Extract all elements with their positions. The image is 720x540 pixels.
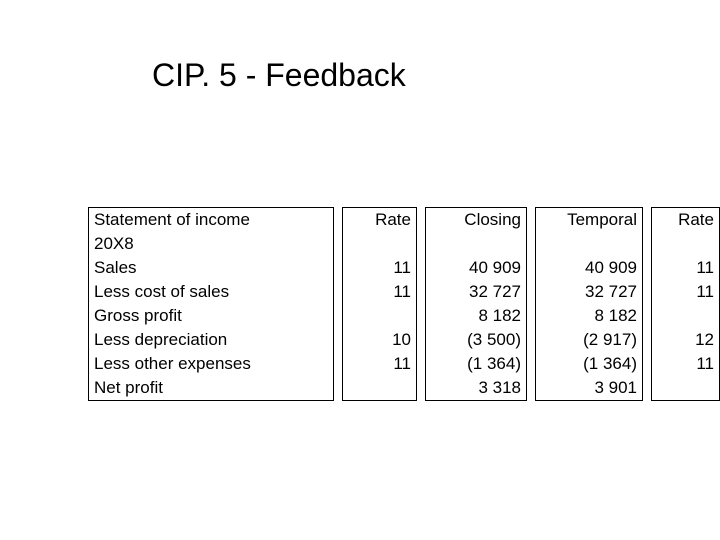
table-header-row (89, 208, 720, 257)
table-row (89, 352, 720, 376)
row-rate-temporal: 11 (652, 256, 720, 280)
column-gap (527, 208, 536, 257)
column-gap (643, 256, 652, 280)
column-gap (334, 256, 343, 280)
row-label: Less other expenses (89, 352, 334, 376)
header-line-2: 20X8 (94, 234, 134, 253)
table-row (89, 280, 720, 304)
column-gap (334, 280, 343, 304)
header-line-1: Statement of income (94, 210, 250, 229)
row-temporal: (1 364) (536, 352, 643, 376)
column-gap (643, 328, 652, 352)
column-gap (527, 352, 536, 376)
row-closing: 3 318 (426, 376, 527, 401)
row-temporal: 8 182 (536, 304, 643, 328)
column-gap (334, 208, 343, 257)
slide-title: CIP. 5 - Feedback (152, 57, 406, 93)
income-statement-table (88, 207, 720, 401)
column-gap (417, 304, 426, 328)
row-rate-temporal: 11 (652, 280, 720, 304)
column-gap (643, 304, 652, 328)
row-temporal: 32 727 (536, 280, 643, 304)
column-gap (417, 256, 426, 280)
column-gap (417, 352, 426, 376)
row-label: Net profit (89, 376, 334, 401)
column-gap (527, 256, 536, 280)
column-gap (417, 208, 426, 257)
table-row (89, 376, 720, 401)
column-gap (643, 352, 652, 376)
row-rate-closing: 11 (343, 280, 417, 304)
row-closing: (3 500) (426, 328, 527, 352)
row-rate-closing: 11 (343, 352, 417, 376)
table-row (89, 304, 720, 328)
column-gap (643, 208, 652, 257)
header-statement-of-income (89, 208, 334, 257)
row-rate-temporal: 12 (652, 328, 720, 352)
column-gap (527, 304, 536, 328)
column-gap (643, 376, 652, 401)
column-gap (417, 280, 426, 304)
row-rate-closing (343, 376, 417, 401)
row-rate-closing: 10 (343, 328, 417, 352)
column-gap (334, 352, 343, 376)
row-closing: 8 182 (426, 304, 527, 328)
row-rate-closing (343, 304, 417, 328)
column-gap (527, 328, 536, 352)
row-rate-temporal (652, 304, 720, 328)
column-gap (334, 328, 343, 352)
header-temporal: Temporal (536, 208, 643, 257)
column-gap (527, 376, 536, 401)
row-closing: (1 364) (426, 352, 527, 376)
header-rate-temporal: Rate (652, 208, 720, 257)
row-closing: 32 727 (426, 280, 527, 304)
table-row (89, 256, 720, 280)
row-temporal: 40 909 (536, 256, 643, 280)
row-label: Gross profit (89, 304, 334, 328)
row-temporal: (2 917) (536, 328, 643, 352)
header-closing: Closing (426, 208, 527, 257)
row-label: Sales (89, 256, 334, 280)
table-row (89, 328, 720, 352)
row-rate-closing: 11 (343, 256, 417, 280)
row-temporal: 3 901 (536, 376, 643, 401)
header-rate-closing: Rate (343, 208, 417, 257)
column-gap (643, 280, 652, 304)
column-gap (334, 376, 343, 401)
row-closing: 40 909 (426, 256, 527, 280)
row-rate-temporal: 11 (652, 352, 720, 376)
column-gap (334, 304, 343, 328)
column-gap (417, 376, 426, 401)
column-gap (417, 328, 426, 352)
row-rate-temporal (652, 376, 720, 401)
row-label: Less depreciation (89, 328, 334, 352)
row-label: Less cost of sales (89, 280, 334, 304)
column-gap (527, 280, 536, 304)
